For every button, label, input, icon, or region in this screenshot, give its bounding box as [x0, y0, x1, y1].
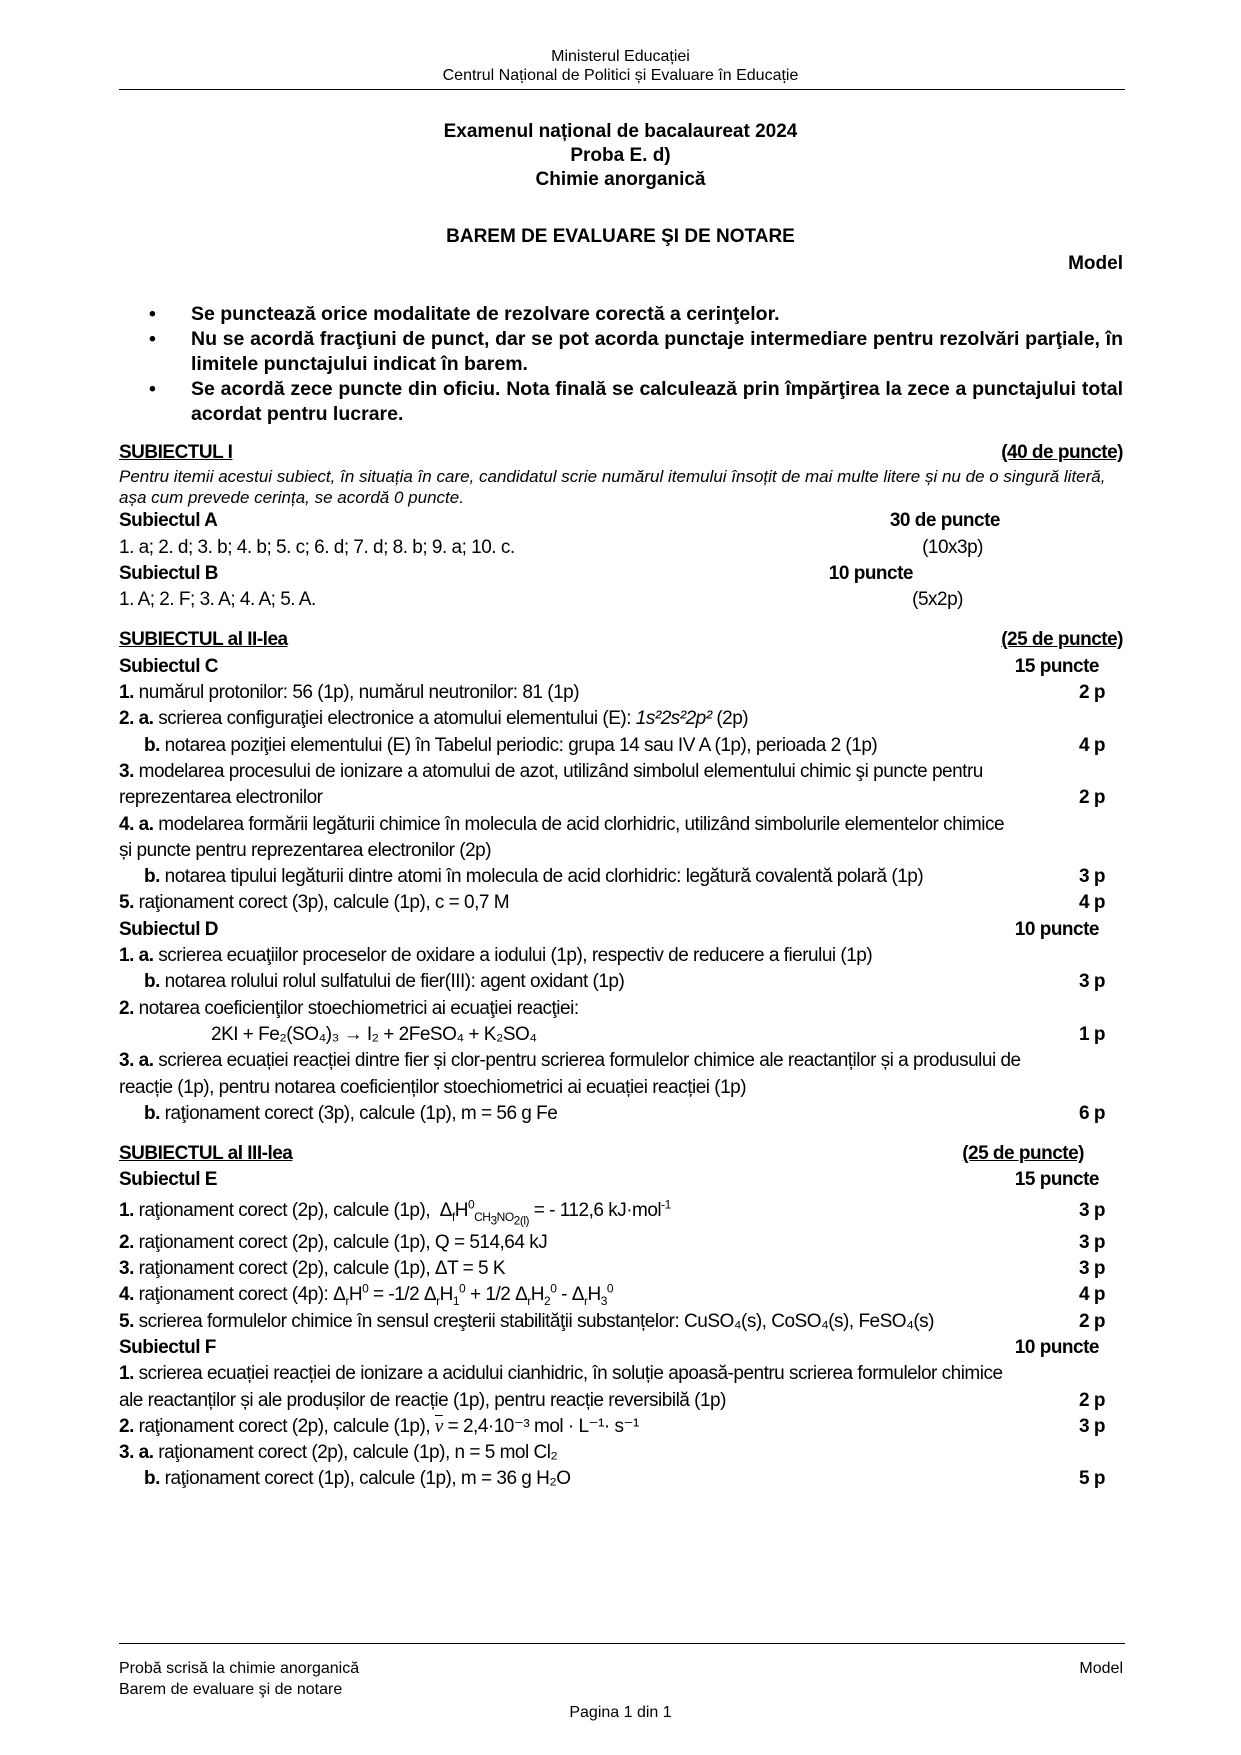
item-text: ale reactanților și ale produșilor de reacție (1p), pentru reacție reversibilă (1p): [119, 1389, 726, 1411]
answers: 1. A; 2. F; 3. A; 4. A; 5. A.: [119, 589, 316, 611]
subject-title: Subiectul C: [119, 655, 219, 677]
subject-a-answers: [119, 535, 1123, 561]
item-c3-cont: [119, 785, 1123, 811]
item-c1: [119, 680, 1123, 706]
subject-points: 15 puncte: [1014, 655, 1099, 677]
page-number: Pagina 1 din 1: [569, 1704, 672, 1721]
item-points: 3 p: [1079, 1199, 1105, 1221]
subject-points: 10 puncte: [1014, 918, 1099, 940]
exam-name: Examenul național de bacalaureat 2024: [443, 121, 798, 142]
section-title: SUBIECTUL I: [119, 442, 233, 463]
footer-left: [119, 1658, 359, 1700]
rate-value: = 2,4·10⁻³ mol · L⁻¹· s⁻¹: [442, 1415, 639, 1437]
item-points: 2 p: [1079, 1389, 1105, 1411]
item-number: 3. a.: [119, 1442, 154, 1464]
item-text: raţionament corect (2p), calcule (1p),: [133, 1415, 435, 1437]
subject-b-heading: [119, 561, 1123, 587]
item-points: 1 p: [1079, 1023, 1105, 1045]
subject-e-heading: [119, 1167, 1123, 1193]
subject-title: Subiectul D: [119, 918, 219, 940]
item-text: notarea poziţiei elementului (E) în Tabelul periodic: grupa 14 sau IV A (1p), perioada 2 (1p): [159, 734, 878, 756]
item-number: 5.: [119, 892, 134, 914]
hess-law-formula: $\Delta_rH^0 = -1/2$ $\Delta_rH_1^0 + 1/2$ $\Delta_rH_2^0 - \Delta_rH_3^0$: [333, 1281, 614, 1309]
item-e3: [119, 1256, 1123, 1282]
item-text: raţionament corect (3p), calcule (1p), m = 56 g Fe: [159, 1102, 558, 1124]
rule-item: • Se punctează orice modalitate de rezolvare corectă a cerinţelor.: [191, 302, 1123, 327]
item-c4a: [119, 812, 1123, 838]
item-points: 6 p: [1079, 1102, 1105, 1124]
score: (5x2p): [912, 589, 963, 611]
document-body: [119, 440, 1123, 1493]
item-number: b.: [144, 734, 160, 756]
item-text: reacție (1p), pentru notarea coeficienților stoechiometrici ai ecuației reacției (1p): [119, 1076, 747, 1098]
subject-points: 10 puncte: [828, 562, 913, 584]
page-header: [0, 47, 1241, 85]
item-text: modelarea formării legăturii chimice în molecula de acid clorhidric, utilizând simbolurile elementelor chimice: [153, 813, 1005, 835]
item-e1: 1. raţionament corect (2p), calcule (1p), $\Delta_fH^0_{CH_3NO_{2(l)}}$ = - 112,6 kJ·mol$^{-1}$ 3 p: [119, 1197, 1105, 1227]
item-number: 4.: [119, 1284, 134, 1306]
item-number: 3. a.: [119, 1050, 154, 1072]
section-2-heading: [119, 627, 1123, 653]
section-title: SUBIECTUL al II-lea: [119, 629, 288, 651]
item-text: raţionament corect (2p), calcule (1p), n = 5 mol Cl₂: [153, 1442, 558, 1464]
item-points: 3 p: [1079, 866, 1105, 888]
item-points: 2 p: [1079, 682, 1105, 704]
exam-test: Proba E. d): [570, 145, 671, 166]
item-text: și puncte pentru reprezentarea electronilor (2p): [119, 839, 492, 861]
footer-divider: [119, 1643, 1125, 1644]
item-e4: [119, 1282, 1123, 1308]
item-number: 2. a.: [119, 708, 154, 730]
item-number: b.: [144, 1468, 160, 1490]
item-number: b.: [144, 866, 160, 888]
item-d2: [119, 996, 1123, 1022]
item-text: (2p): [711, 708, 749, 730]
subject-d-heading: [119, 917, 1123, 943]
enthalpy-formula: $\Delta_fH^0_{CH_3NO_{2(l)}}$: [434, 1197, 530, 1227]
item-points: 5 p: [1079, 1468, 1105, 1490]
section-1-note: Pentru itemii acestui subiect, în situația în care, candidatul scrie numărul itemului însoțit de mai multe litere și nu de o singură literă, așa cum prevede cerința, se acordă 0 puncte.: [119, 467, 1106, 508]
item-text: raţionament corect (2p), calcule (1p), ΔT = 5 K: [133, 1258, 506, 1280]
item-points: 4 p: [1079, 1284, 1105, 1306]
item-points: 3 p: [1079, 1258, 1105, 1280]
item-number: 5.: [119, 1310, 134, 1332]
subject-c-heading: [119, 654, 1123, 680]
item-number: 1.: [119, 1363, 134, 1385]
item-text: raţionament corect (4p):: [133, 1284, 334, 1306]
answers: 1. a; 2. d; 3. b; 4. b; 5. c; 6. d; 7. d; 8. b; 9. a; 10. c.: [119, 536, 515, 558]
item-number: 4. a.: [119, 813, 154, 835]
item-f2: [119, 1414, 1123, 1440]
rule-item: • Nu se acordă fracţiuni de punct, dar se pot acorda punctaje intermediare pentru rezolvări parţiale, în limitele punctajului indicat în barem.: [191, 327, 1123, 377]
item-number: 2.: [119, 1415, 134, 1437]
footer-doc-name: Barem de evaluare şi de notare: [119, 1681, 343, 1698]
exam-title: [0, 120, 1241, 192]
item-text: scrierea ecuaţiilor proceselor de oxidare a iodului (1p), respectiv de reducere a fierului (1p): [153, 945, 873, 967]
model-label: Model: [1068, 253, 1123, 274]
item-number: 3.: [119, 760, 134, 782]
barem-title: BAREM DE EVALUARE ŞI DE NOTARE: [446, 226, 795, 247]
item-d1b: [119, 969, 1123, 995]
item-f3b: [119, 1466, 1123, 1492]
subject-title: Subiectul F: [119, 1336, 216, 1358]
item-points: 3 p: [1079, 1415, 1105, 1437]
item-number: 1. a.: [119, 945, 154, 967]
header-divider: [119, 89, 1125, 90]
subject-title: Subiectul A: [119, 510, 218, 532]
item-f3a: [119, 1440, 1123, 1466]
subject-points: 30 de puncte: [889, 510, 1000, 532]
item-number: 1.: [119, 682, 134, 704]
section-points: (25 de puncte): [962, 1143, 1084, 1165]
subject-points: 10 puncte: [1014, 1336, 1099, 1358]
subject-f-heading: [119, 1335, 1123, 1361]
footer-model: Model: [1079, 1660, 1123, 1677]
item-number: 2.: [119, 997, 134, 1019]
item-text: raţionament corect (3p), calcule (1p), c = 0,7 M: [133, 892, 510, 914]
item-d2-equation: [119, 1022, 1123, 1048]
subject-a-heading: [119, 508, 1123, 534]
item-c4b: [119, 864, 1123, 890]
subject-title: Subiectul E: [119, 1169, 217, 1191]
item-text: raţionament corect (2p), calcule (1p), Q = 514,64 kJ: [133, 1231, 548, 1253]
exam-subject: Chimie anorganică: [535, 169, 706, 190]
reaction-equation: 2KI + Fe₂(SO₄)₃ → I₂ + 2FeSO₄ + K₂SO₄: [211, 1023, 537, 1045]
rules-list: [119, 302, 1123, 427]
item-text: notarea coeficienţilor stoechiometrici ai ecuaţiei reacţiei:: [133, 997, 579, 1019]
center-name: Centrul Național de Politici și Evaluare în Educație: [442, 67, 799, 84]
item-points: 4 p: [1079, 892, 1105, 914]
ministry-name: Ministerul Educației: [551, 48, 690, 65]
item-number: 2.: [119, 1231, 134, 1253]
item-text: numărul protonilor: 56 (1p), numărul neutronilor: 81 (1p): [133, 682, 580, 704]
item-points: 4 p: [1079, 734, 1105, 756]
item-text: notarea rolului rolul sulfatului de fier(III): agent oxidant (1p): [159, 971, 625, 993]
section-3-heading: [119, 1141, 1084, 1167]
section-points: (25 de puncte): [1001, 629, 1123, 651]
section-points: (40 de puncte): [1001, 442, 1123, 463]
section-1-heading: [119, 440, 1123, 466]
item-number: 1.: [119, 1199, 134, 1221]
item-text: raţionament corect (2p), calcule (1p),: [133, 1199, 435, 1221]
item-number: b.: [144, 1102, 160, 1124]
item-points: 2 p: [1079, 1310, 1105, 1332]
item-e2: [119, 1230, 1123, 1256]
score: (10x3p): [922, 536, 983, 558]
item-points: 2 p: [1079, 787, 1105, 809]
subject-b-answers: [119, 587, 1123, 613]
item-c2b: [119, 733, 1123, 759]
section-title: SUBIECTUL al III-lea: [119, 1143, 293, 1165]
enthalpy-value: = - 112,6 kJ·mol: [533, 1199, 662, 1221]
velocity-symbol: $\overline{v}$: [434, 1415, 443, 1437]
item-c3: [119, 759, 1123, 785]
item-d3a: [119, 1048, 1123, 1074]
item-text: scrierea ecuației reacției dintre fier și clor-pentru scrierea formulelor chimice ale reactanților și a produsului de: [153, 1050, 1021, 1072]
subject-title: Subiectul B: [119, 562, 219, 584]
item-points: 3 p: [1079, 971, 1105, 993]
item-d3b: [119, 1101, 1123, 1127]
item-c4a-cont: [119, 838, 1123, 864]
item-number: 3.: [119, 1258, 134, 1280]
item-text: modelarea procesului de ionizare a atomului de azot, utilizând simbolul elementului chimic şi puncte pentru: [133, 760, 983, 782]
item-text: notarea tipului legăturii dintre atomi în molecula de acid clorhidric: legătură covalentă polară (1p): [159, 866, 924, 888]
item-text: scrierea configuraţiei electronice a atomului elementului (E):: [153, 708, 636, 730]
item-points: 3 p: [1079, 1231, 1105, 1253]
electron-config: 1s²2s²2p²: [635, 708, 712, 730]
footer-test-name: Probă scrisă la chimie anorganică: [119, 1660, 360, 1677]
item-f1: [119, 1361, 1123, 1387]
item-text: scrierea ecuației reacției de ionizare a acidului cianhidric, în soluție apoasă-pentru scrierea formulelor chimice: [133, 1363, 1003, 1385]
item-c5: [119, 890, 1123, 916]
item-d1a: [119, 943, 1123, 969]
item-text: scrierea formulelor chimice în sensul creşterii stabilităţii substanțelor: CuSO₄(s), CoSO₄(s), FeSO₄(s): [133, 1310, 934, 1332]
item-text: reprezentarea electronilor: [119, 787, 323, 809]
subject-points: 15 puncte: [1014, 1169, 1099, 1191]
item-e5: [119, 1309, 1123, 1335]
rule-item: • Se acordă zece puncte din oficiu. Nota finală se calculează prin împărţirea la zece a punctajului total acordat pentru lucrare.: [191, 377, 1123, 427]
item-c2a: [119, 706, 1123, 732]
item-number: b.: [144, 971, 160, 993]
item-text: raţionament corect (1p), calcule (1p), m = 36 g H₂O: [159, 1468, 571, 1490]
item-f1-cont: [119, 1388, 1123, 1414]
item-d3a-cont: [119, 1075, 1123, 1101]
